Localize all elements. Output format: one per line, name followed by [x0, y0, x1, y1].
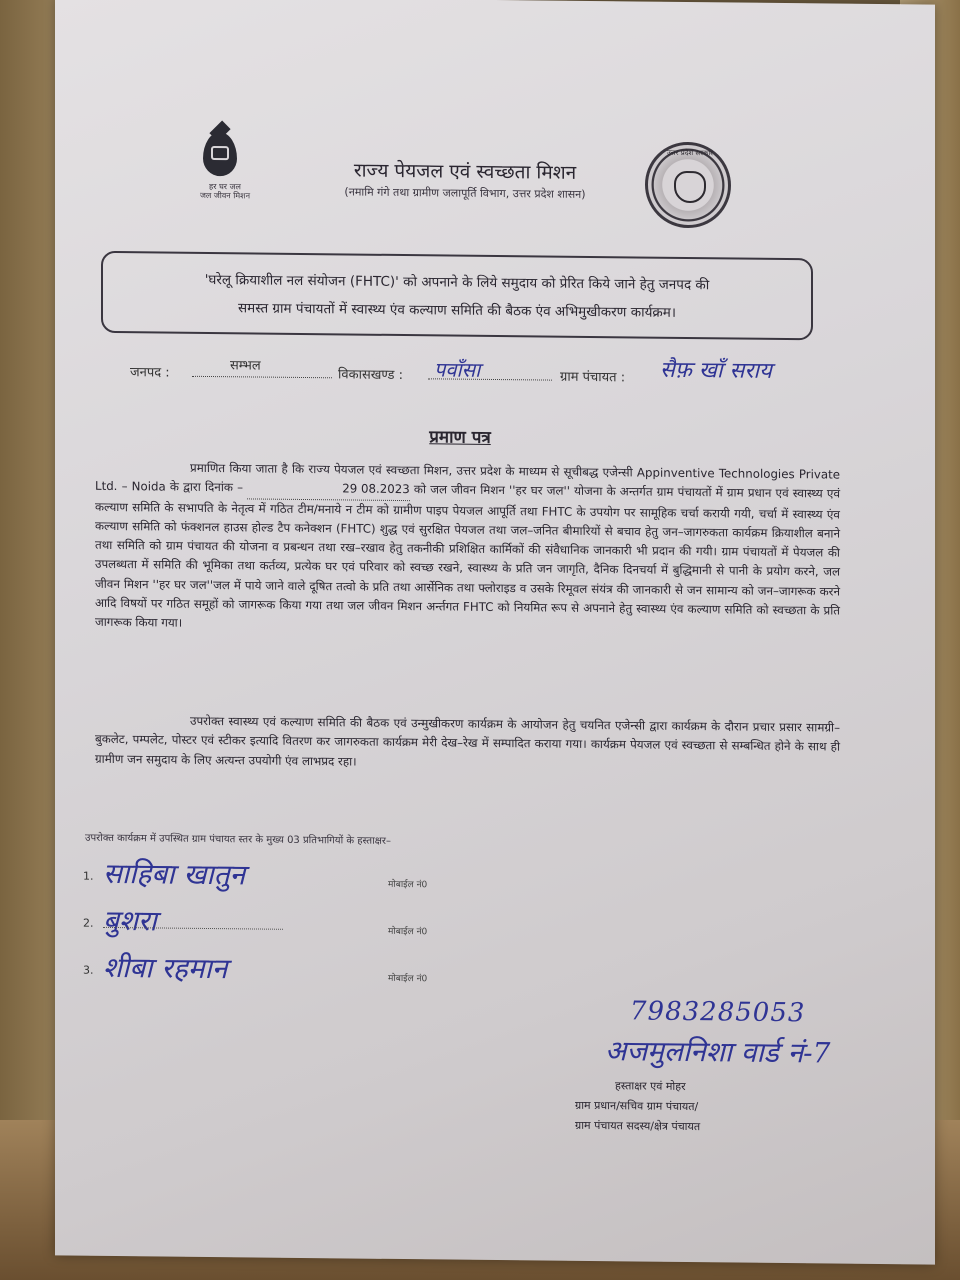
participant-signature: बुशरा — [103, 903, 157, 938]
tap-icon — [211, 146, 229, 160]
department-subtitle: (नमामि गंगे तथा ग्रामीण जलापूर्ति विभाग, उत्तर प्रदेश शासन) — [344, 185, 586, 201]
heading-line-1: 'घरेलू क्रियाशील नल संयोजन (FHTC)' को अपनाने के लिये समुदाय को प्रेरित किये जाने हेतु जनपद की — [204, 271, 710, 294]
emblem-icon — [674, 171, 706, 203]
certificate-document — [55, 0, 935, 1265]
participant-number: 3. — [83, 963, 94, 977]
paragraph-2-text: उपरोक्त स्वास्थ्य एवं कल्याण समिति की बैठक एवं उन्मुखीकरण कार्यक्रम के आयोजन हेतु चयनित एजेन्सी द्वारा कार्यक्रम के दौरान प्रचार प्रसार सामग्री–बुकलेट, पम्पलेट, पोस्टर एवं स्टीकर इत्यादि वितरण कर जागरुकता कार्यक्रम मेरी देख–रेख में सम्पादित कराया गया। कार्यक्रम पेयजल एवं स्वच्छता से सम्बन्धित होने के साथ ही ग्रामीण जन समुदाय के लिए अत्यन्त उपयोगी एंव लाभप्रद रहा। — [95, 713, 840, 769]
signatory-designation — [575, 1076, 815, 1139]
gram-panchayat-label: ग्राम पंचायत : — [560, 369, 626, 386]
gram-panchayat-value: सैफ़ खाँ सराय — [660, 357, 772, 384]
heading-line-2: समस्त ग्राम पंचायतों में स्वास्थ्य एंव कल्याण समिति की बैठक एंव अभिमुखीकरण कार्यक्रम। — [238, 300, 676, 321]
designation-line-1: ग्राम प्रधान/सचिव ग्राम पंचायत/ — [575, 1098, 699, 1114]
designation-line-2: ग्राम पंचायत सदस्य/क्षेत्र पंचायत — [575, 1118, 701, 1134]
mobile-label: मोबाईल नं0 — [388, 926, 428, 938]
certificate-paragraph-2 — [95, 711, 840, 777]
sign-and-seal-label: हस्ताक्षर एवं मोहर — [615, 1079, 686, 1093]
paragraph-1-body: को जल जीवन मिशन ''हर घर जल'' योजना के अन्तर्गत ग्राम पंचायतों में ग्राम प्रधान एवं स्वास्थ्य एवं कल्याण समिति के सभापति के नेतृत्व में गठित टीम/मनाये न टीम को ग्रामीण पाइप पेयजल आपूर्ति तथा FHTC के उपयोग पर सामूहिक चर्चा करायी गयी, चर्चा में स्वास्थ्य एंव कल्याण समिति को फंक्शनल हाउस होल्ड टैप कनेक्शन (FHTC) शुद्ध एवं सुरक्षित पेयजल तथा जल–जनित बीमारियों से बचाव हेतु जन–जागरुकता कार्यक्रम क्रियाशील बनाने तथा समिति को ग्राम पंचायत की योजना व प्रबन्धन तथा रख–रखाव हेतु तकनीकी प्रशिक्षित कार्मिकों की संवैधानिक जानकारी भी प्रदान की गयी। ग्राम पंचायतों में पेयजल की उपलब्धता में समिति की भूमिका तथा कर्तव्य, प्रत्येक घर एवं परिवार को स्वच्छ रखने, स्वास्थ्य के प्रति जन जागृति, दैनिक दिनचर्या में बुद्धिमानी से पानी के प्रयोग करने, जल जीवन मिशन ''हर घर जल''जल में पाये जाने वाले दूषित तत्वो के प्रति तथा आर्सेनिक तथा फ्लोराइड व उसके रिमूवल संयंत्र की जानकारी से जन सामान्य को जन–जागरूक करने आदि विषयों पर गठित समूहों को जागरूक किया गया तथा जल जीवन मिशन अर्न्तगत FHTC को नियमित रूप से अपनाने हेतु स्वास्थ्य एंव कल्याण समिति को स्वच्छता के प्रति जागरूक किया गया। — [95, 482, 841, 631]
mobile-label: मोबाईल नं0 — [388, 879, 428, 891]
har-ghar-jal-logo — [185, 132, 265, 223]
paragraph-1-intro: प्रमाणित किया जाता है कि राज्य पेयजल एवं स्वच्छता मिशन, उत्तर प्रदेश के माध्यम से सूचीबद्ध एजेन्सी Appinventive Technologies Private Ltd. – Noida के द्वारा दिनांक – — [95, 460, 840, 495]
logo-caption: हर घर जल जल जीवन मिशन — [199, 182, 251, 201]
district-dots — [192, 363, 332, 378]
participant-number: 1. — [83, 869, 94, 883]
participant-row — [83, 901, 483, 945]
signatory-name: अजमुलनिशा वार्ड नं-7 — [605, 1034, 831, 1070]
district-value: सम्भल — [230, 358, 261, 374]
signatory-phone: 7983285053 — [630, 996, 806, 1029]
block-label: विकासखण्ड : — [338, 367, 404, 384]
certificate-paragraph-1 — [95, 458, 840, 640]
location-fields — [130, 358, 850, 396]
program-heading — [101, 251, 813, 340]
block-value: पवाँसा — [434, 357, 481, 382]
participant-number: 2. — [83, 916, 94, 930]
seal-text: उत्तर प्रदेश सरकार — [666, 148, 714, 158]
program-date: 29 08.2023 — [247, 479, 410, 501]
participants-heading: उपरोक्त कार्यक्रम में उपस्थित ग्राम पंचायत स्तर के मुख्य 03 प्रतिभागियों के हस्ताक्षर– — [85, 832, 391, 847]
department-title: राज्य पेयजल एवं स्वच्छता मिशन — [353, 159, 577, 184]
up-government-seal — [645, 142, 731, 229]
participant-row — [83, 854, 483, 898]
certificate-title: प्रमाण पत्र — [429, 427, 491, 448]
participant-row — [83, 948, 483, 992]
participant-signature: शीबा रहमान — [103, 950, 228, 986]
mobile-label: मोबाईल नं0 — [388, 973, 428, 985]
district-label: जनपद : — [130, 365, 170, 381]
participant-signature: साहिबा खातुन — [103, 856, 246, 892]
